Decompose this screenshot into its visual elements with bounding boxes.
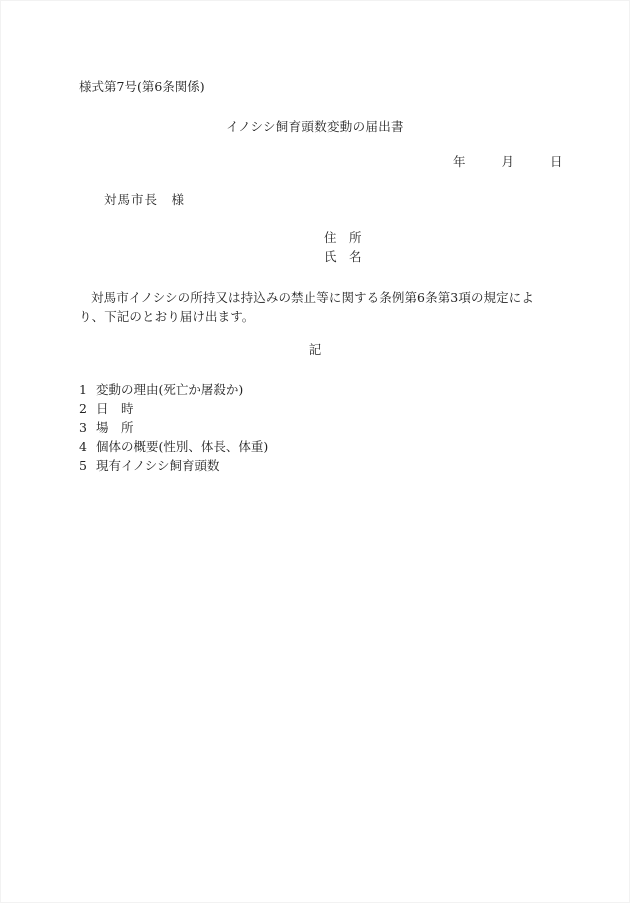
item-text: 場 所 — [96, 420, 134, 435]
item-number: 2 — [79, 401, 87, 416]
ki-heading: 記 — [308, 342, 322, 357]
item-text: 個体の概要(性別、体長、体重) — [96, 439, 269, 454]
name-label: 氏 名 — [324, 249, 362, 264]
item-number: 5 — [79, 458, 87, 473]
addressee: 対馬市長 様 — [104, 192, 186, 207]
list-item — [79, 456, 268, 475]
body-text: 対馬市イノシシの所持又は持込みの禁止等に関する条例第6条第3項の規定により、下記のとおり届け出ます。 — [79, 290, 534, 324]
list-item — [79, 437, 268, 456]
list-item — [79, 418, 268, 437]
date-line — [453, 156, 562, 169]
document-title: イノシシ飼育頭数変動の届出書 — [226, 119, 404, 134]
list-item — [79, 380, 268, 399]
item-number: 1 — [79, 382, 87, 397]
year-label: 年 — [453, 154, 466, 169]
address-label: 住 所 — [324, 230, 362, 245]
item-text: 日 時 — [96, 401, 134, 416]
form-number: 様式第7号(第6条関係) — [79, 79, 205, 94]
item-number: 3 — [79, 420, 87, 435]
day-label: 日 — [549, 154, 563, 169]
list-item — [79, 399, 268, 418]
item-text: 変動の理由(死亡か屠殺か) — [96, 382, 244, 397]
item-number: 4 — [79, 439, 87, 454]
item-list — [79, 380, 268, 475]
month-label: 月 — [501, 154, 514, 169]
item-text: 現有イノシシ飼育頭数 — [96, 458, 220, 473]
